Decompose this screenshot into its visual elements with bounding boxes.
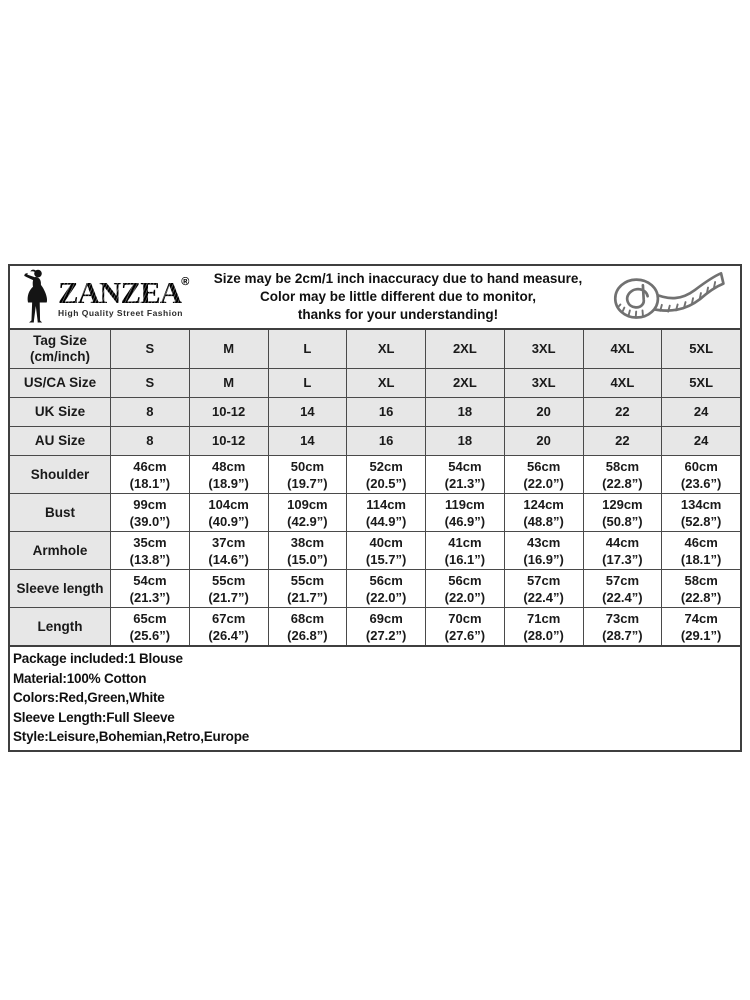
measure-cell: 74cm (29.1”) — [661, 608, 740, 645]
size-cell: S — [110, 330, 189, 368]
info-line: Colors:Red,Green,White — [13, 690, 165, 705]
registered-mark: ® — [181, 275, 190, 288]
table-row-length — [10, 607, 740, 645]
size-cell: M — [189, 369, 268, 397]
size-cell: 8 — [110, 398, 189, 426]
measure-cell: 109cm (42.9”) — [268, 494, 347, 531]
measure-cell: 67cm (26.4”) — [189, 608, 268, 645]
size-cell: 22 — [583, 398, 662, 426]
size-cell: 10-12 — [189, 398, 268, 426]
table-row-tag-size — [10, 330, 740, 368]
measure-cell: 54cm (21.3”) — [425, 456, 504, 493]
brand-logo — [14, 268, 202, 326]
size-cell: 20 — [504, 427, 583, 455]
measure-cell: 55cm (21.7”) — [189, 570, 268, 607]
measure-cell: 48cm (18.9”) — [189, 456, 268, 493]
row-label: Shoulder — [10, 456, 110, 493]
info-line: Package included:1 Blouse — [13, 651, 183, 666]
info-line: Style:Leisure,Bohemian,Retro,Europe — [13, 729, 250, 744]
size-cell: 16 — [346, 427, 425, 455]
size-note-line-3: thanks for your understanding! — [297, 307, 499, 322]
size-cell: 10-12 — [189, 427, 268, 455]
row-label: Length — [10, 608, 110, 645]
measure-cell: 73cm (28.7”) — [583, 608, 662, 645]
measure-cell: 104cm (40.9”) — [189, 494, 268, 531]
size-cell: 20 — [504, 398, 583, 426]
table-row-uk-size — [10, 397, 740, 426]
measure-cell: 50cm (19.7”) — [268, 456, 347, 493]
row-label: UK Size — [10, 398, 110, 426]
measure-cell: 38cm (15.0”) — [268, 532, 347, 569]
table-row-au-size — [10, 426, 740, 455]
measure-cell: 44cm (17.3”) — [583, 532, 662, 569]
measuring-tape-icon — [594, 267, 736, 327]
table-row-us-ca-size — [10, 368, 740, 397]
measure-cell: 52cm (20.5”) — [346, 456, 425, 493]
measure-cell: 37cm (14.6”) — [189, 532, 268, 569]
measure-cell: 134cm (52.8”) — [661, 494, 740, 531]
measure-cell: 114cm (44.9”) — [346, 494, 425, 531]
size-chart-sheet — [8, 264, 742, 752]
size-cell: L — [268, 369, 347, 397]
table-row-sleeve-length — [10, 569, 740, 607]
size-cell: 18 — [425, 398, 504, 426]
measure-cell: 35cm (13.8”) — [110, 532, 189, 569]
measure-cell: 119cm (46.9”) — [425, 494, 504, 531]
measure-cell: 65cm (25.6”) — [110, 608, 189, 645]
measure-cell: 40cm (15.7”) — [346, 532, 425, 569]
size-cell: 24 — [661, 427, 740, 455]
row-label: Sleeve length — [10, 570, 110, 607]
size-cell: S — [110, 369, 189, 397]
size-cell: 22 — [583, 427, 662, 455]
measure-cell: 124cm (48.8”) — [504, 494, 583, 531]
size-cell: 8 — [110, 427, 189, 455]
size-cell: 2XL — [425, 369, 504, 397]
size-note-line-2: Color may be little different due to monitor, — [259, 289, 537, 304]
size-note — [202, 270, 594, 324]
size-cell: 2XL — [425, 330, 504, 368]
measure-cell: 56cm (22.0”) — [425, 570, 504, 607]
size-cell: 16 — [346, 398, 425, 426]
size-cell: 3XL — [504, 369, 583, 397]
row-label: Bust — [10, 494, 110, 531]
measure-cell: 57cm (22.4”) — [504, 570, 583, 607]
measure-cell: 46cm (18.1”) — [110, 456, 189, 493]
size-note-line-1: Size may be 2cm/1 inch inaccuracy due to hand measure, — [213, 271, 583, 286]
size-cell: M — [189, 330, 268, 368]
header — [10, 266, 740, 330]
info-line: Sleeve Length:Full Sleeve — [13, 709, 175, 725]
measure-cell: 43cm (16.9”) — [504, 532, 583, 569]
measure-cell: 46cm (18.1”) — [661, 532, 740, 569]
measure-cell: 70cm (27.6”) — [425, 608, 504, 645]
brand-text-block — [58, 274, 190, 318]
size-cell: XL — [346, 330, 425, 368]
size-cell: 24 — [661, 398, 740, 426]
size-table — [10, 330, 740, 645]
size-cell: 3XL — [504, 330, 583, 368]
measure-cell: 56cm (22.0”) — [504, 456, 583, 493]
measure-cell: 58cm (22.8”) — [661, 570, 740, 607]
row-label: Tag Size (cm/inch) — [10, 330, 110, 368]
woman-silhouette-icon — [20, 268, 56, 326]
info-line: Material:100% Cotton — [13, 670, 147, 686]
size-cell: L — [268, 330, 347, 368]
size-cell: 4XL — [583, 369, 662, 397]
row-label: AU Size — [10, 427, 110, 455]
measure-cell: 60cm (23.6”) — [661, 456, 740, 493]
table-row-shoulder — [10, 455, 740, 493]
measure-cell: 57cm (22.4”) — [583, 570, 662, 607]
measure-cell: 58cm (22.8”) — [583, 456, 662, 493]
measure-cell: 69cm (27.2”) — [346, 608, 425, 645]
size-cell: 18 — [425, 427, 504, 455]
table-row-armhole — [10, 531, 740, 569]
measure-cell: 68cm (26.8”) — [268, 608, 347, 645]
size-cell: XL — [346, 369, 425, 397]
brand-tagline: High Quality Street Fashion — [58, 307, 183, 318]
measure-cell: 71cm (28.0”) — [504, 608, 583, 645]
size-cell: 4XL — [583, 330, 662, 368]
measure-cell: 99cm (39.0”) — [110, 494, 189, 531]
brand-name: ZANZEA® — [58, 274, 190, 310]
measure-cell: 129cm (50.8”) — [583, 494, 662, 531]
size-cell: 5XL — [661, 330, 740, 368]
size-cell: 14 — [268, 427, 347, 455]
row-label: US/CA Size — [10, 369, 110, 397]
measure-cell: 41cm (16.1”) — [425, 532, 504, 569]
measure-cell: 55cm (21.7”) — [268, 570, 347, 607]
size-cell: 14 — [268, 398, 347, 426]
measure-cell: 56cm (22.0”) — [346, 570, 425, 607]
table-row-bust — [10, 493, 740, 531]
row-label: Armhole — [10, 532, 110, 569]
measure-cell: 54cm (21.3”) — [110, 570, 189, 607]
size-cell: 5XL — [661, 369, 740, 397]
product-info — [10, 645, 740, 750]
